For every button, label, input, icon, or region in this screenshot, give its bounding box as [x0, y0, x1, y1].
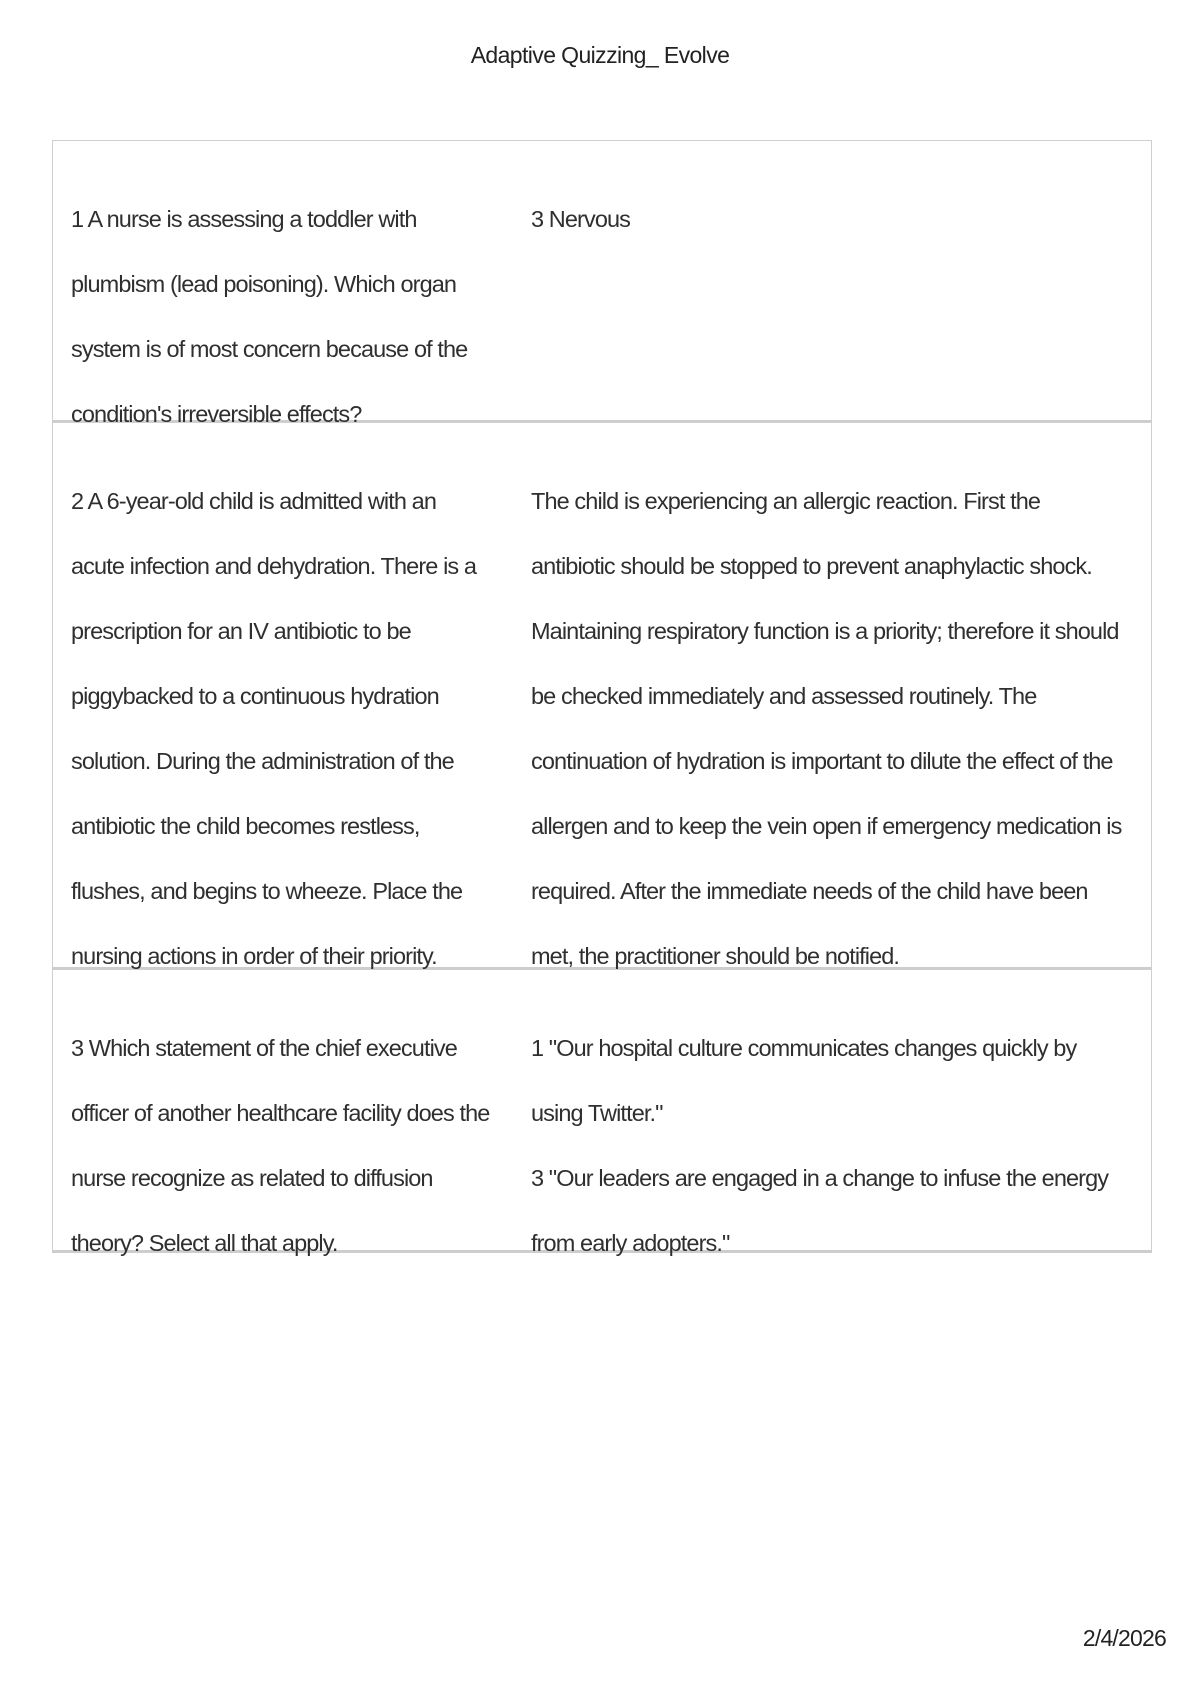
page-title: Adaptive Quizzing_ Evolve [470, 42, 730, 68]
flashcard-definition: The child is experiencing an allergic reaction. First the antibiotic should be stopped to prevent anaphylactic shock. Maintaining respiratory function is a priority; therefore it should be checked immediately and assessed routinely. The continuation of hydration is important to dilute the effect of the allergen and to keep the vein open if emergency medication is required. After the immediate needs of the child have been met, the practitioner should be notified. [531, 488, 1122, 969]
flashcard-definition: 3 Nervous [531, 206, 631, 232]
definition-line: 1 "Our hospital culture communicates changes quickly by using Twitter." [531, 1035, 1077, 1126]
flashcard [52, 969, 1152, 1256]
flashcard-term: 3 Which statement of the chief executive officer of another healthcare facility does the nurse recognize as related to diffusion theory? Select all that apply. [71, 1035, 490, 1256]
flashcard-term: 2 A 6-year-old child is admitted with an acute infection and dehydration. There is a prescription for an IV antibiotic to be piggybacked to a continuous hydration solution. During the administration of the antibiotic the child becomes restless, flushes, and begins to wheeze. Place the nursing actions in order of their priority. [71, 488, 477, 969]
print-date: 2/4/2026 [1082, 1625, 1166, 1651]
flashcard-definition [531, 1016, 1133, 1256]
definition-line: 3 "Our leaders are engaged in a change to infuse the energy from early adopters." [531, 1165, 1109, 1256]
flashcard-term: 1 A nurse is assessing a toddler with plumbism (lead poisoning). Which organ system is of most concern because of the condition's irreversible effects? [71, 206, 468, 427]
flashcard [52, 140, 1152, 427]
flashcard [52, 422, 1152, 970]
flashcard-list [52, 140, 1152, 1256]
